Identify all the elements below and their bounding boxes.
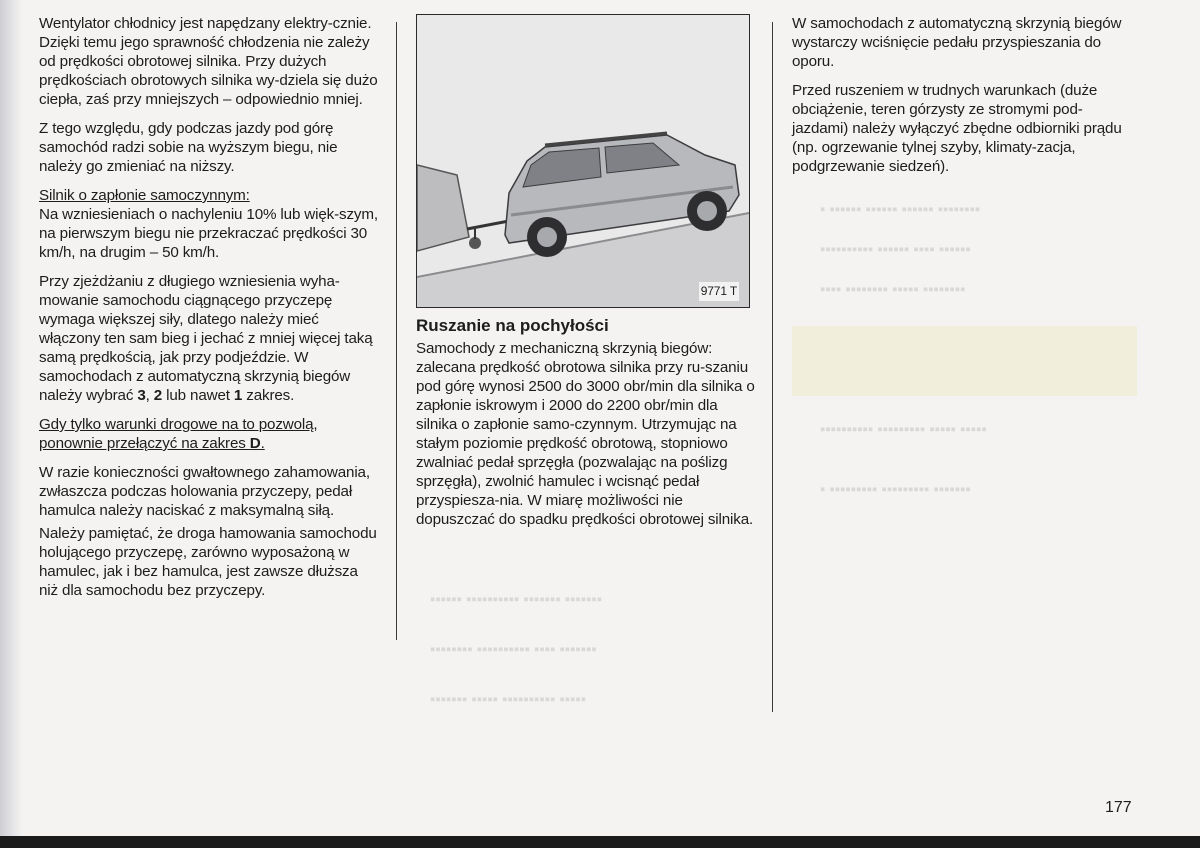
- right-column: [792, 14, 1137, 186]
- diesel-text: Na wzniesieniach o nachyleniu 10% lub więk-szym, na pierwszym biegu nie przekraczać prędkości 30 km/h, na drugim – 50 km/h.: [39, 206, 378, 261]
- paragraph: Samochody z mechaniczną skrzynią biegów: zalecana prędkość obrotowa silnika przy ru-szaniu pod górę wynosi 2500 do 3000 obr/min dla silnika o zapłonie iskrowym i 2000 do 2200 obr/min dla silnika o zapłonie samo-czynnym. Utrzymując na stałym poziomie prędkość obrotową, stopniowo zwalniać pedał sprzęgła (pozwalając na poślizg sprzęgła), zwolnić hamulec i wcisnąć pedał przyspiesza-nia. W miarę możliwości nie dopuszczać do spadku prędkości obrotowej silnika.: [416, 340, 755, 528]
- paragraph: Przed ruszeniem w trudnych warunkach (duże obciążenie, teren górzysty ze stromymi pod-jazdami) należy wyłączyć zbędne odbiorniki prądu (np. ogrzewanie tylnej szyby, klimaty-zacja, podgrzewanie siedzeń).: [792, 82, 1122, 175]
- show-through-text: ▪▪▪▪▪▪▪▪▪▪ ▪▪▪▪▪▪ ▪▪▪▪ ▪▪▪▪▪▪: [820, 241, 971, 258]
- page-number: 177: [1105, 799, 1132, 816]
- paragraph: Wentylator chłodnicy jest napędzany elektry-cznie. Dzięki temu jego sprawność chłodzenia nie zależy od prędkości obrotowej silnika. Przy dużych prędkościach obrotowych silnika wy-dziela się dużo ciepła, zaś przy mniejszych – odpowiednio mniej.: [39, 15, 378, 108]
- middle-column: [416, 14, 756, 539]
- page-binding-edge: [0, 0, 22, 848]
- paragraph: W razie konieczności gwałtownego zahamowania, zwłaszcza podczas holowania przyczepy, pedał hamulca należy naciskać z maksymalną siłą.: [39, 464, 370, 519]
- show-through-text: ▪▪▪▪▪▪▪▪▪▪ ▪▪▪▪▪▪▪▪▪ ▪▪▪▪▪ ▪▪▪▪▪: [820, 421, 987, 438]
- paragraph: Z tego względu, gdy podczas jazdy pod górę samochód radzi sobie na wyższym biegu, nie należy go zmieniać na niższy.: [39, 120, 338, 175]
- show-through-text: ▪▪▪▪▪▪▪ ▪▪▪▪▪ ▪▪▪▪▪▪▪▪▪▪ ▪▪▪▪▪: [430, 691, 587, 708]
- left-column: [39, 14, 379, 610]
- gear-value: 1: [233, 387, 243, 404]
- car-towing-trailer-illustration: [416, 14, 750, 308]
- paragraph: Gdy tylko warunki drogowe na to pozwolą, ponownie przełączyć na zakres D.: [39, 416, 318, 452]
- trailer-body: [417, 165, 469, 251]
- show-through-text: ▪ ▪▪▪▪▪▪▪▪▪ ▪▪▪▪▪▪▪▪▪ ▪▪▪▪▪▪▪: [820, 481, 971, 498]
- diesel-subheading: Silnik o zapłonie samoczynnym:: [39, 187, 250, 204]
- car-on-slope-graphic: [417, 15, 749, 307]
- gear-value: 2: [153, 387, 163, 404]
- section-heading: Ruszanie na pochyłości: [416, 316, 609, 335]
- paragraph: Przy zjeżdżaniu z długiego wzniesienia wyha-mowanie samochodu ciągnącego przyczepę wymaga większej siły, dlatego należy mieć włączony ten sam bieg i jechać z mniej więcej taką samą prędkością, jak przy podjeździe. W samochodach z automatyczną skrzynią biegów należy wybrać 3, 2 lub nawet 1 zakres.: [39, 273, 373, 404]
- show-through-text: ▪▪▪▪ ▪▪▪▪▪▪▪▪ ▪▪▪▪▪ ▪▪▪▪▪▪▪▪: [820, 281, 966, 298]
- show-through-text: ▪▪▪▪▪▪▪▪ ▪▪▪▪▪▪▪▪▪▪ ▪▪▪▪ ▪▪▪▪▪▪▪: [430, 641, 597, 658]
- paragraph: W samochodach z automatyczną skrzynią biegów wystarczy wciśnięcie pedału przyspieszania do oporu.: [792, 15, 1122, 70]
- show-through-highlight: [792, 326, 1137, 396]
- column-divider: [772, 22, 773, 712]
- scan-bottom-edge: [0, 836, 1200, 848]
- gear-value: 3: [137, 387, 146, 404]
- gear-value: D: [249, 435, 261, 452]
- column-divider: [396, 22, 397, 640]
- show-through-text: ▪▪▪▪▪▪ ▪▪▪▪▪▪▪▪▪▪ ▪▪▪▪▪▪▪ ▪▪▪▪▪▪▪: [430, 591, 603, 608]
- show-through-text: ▪ ▪▪▪▪▪▪ ▪▪▪▪▪▪ ▪▪▪▪▪▪ ▪▪▪▪▪▪▪▪: [820, 201, 981, 218]
- paragraph: Należy pamiętać, że droga hamowania samochodu holującego przyczepę, zarówno wyposażoną w hamulec, jak i bez hamulca, jest zawsze dłuższa niż dla samochodu bez przyczepy.: [39, 525, 377, 599]
- figure-code: 9771 T: [699, 282, 739, 301]
- tow-bar: [467, 221, 509, 229]
- paragraph: [39, 186, 379, 262]
